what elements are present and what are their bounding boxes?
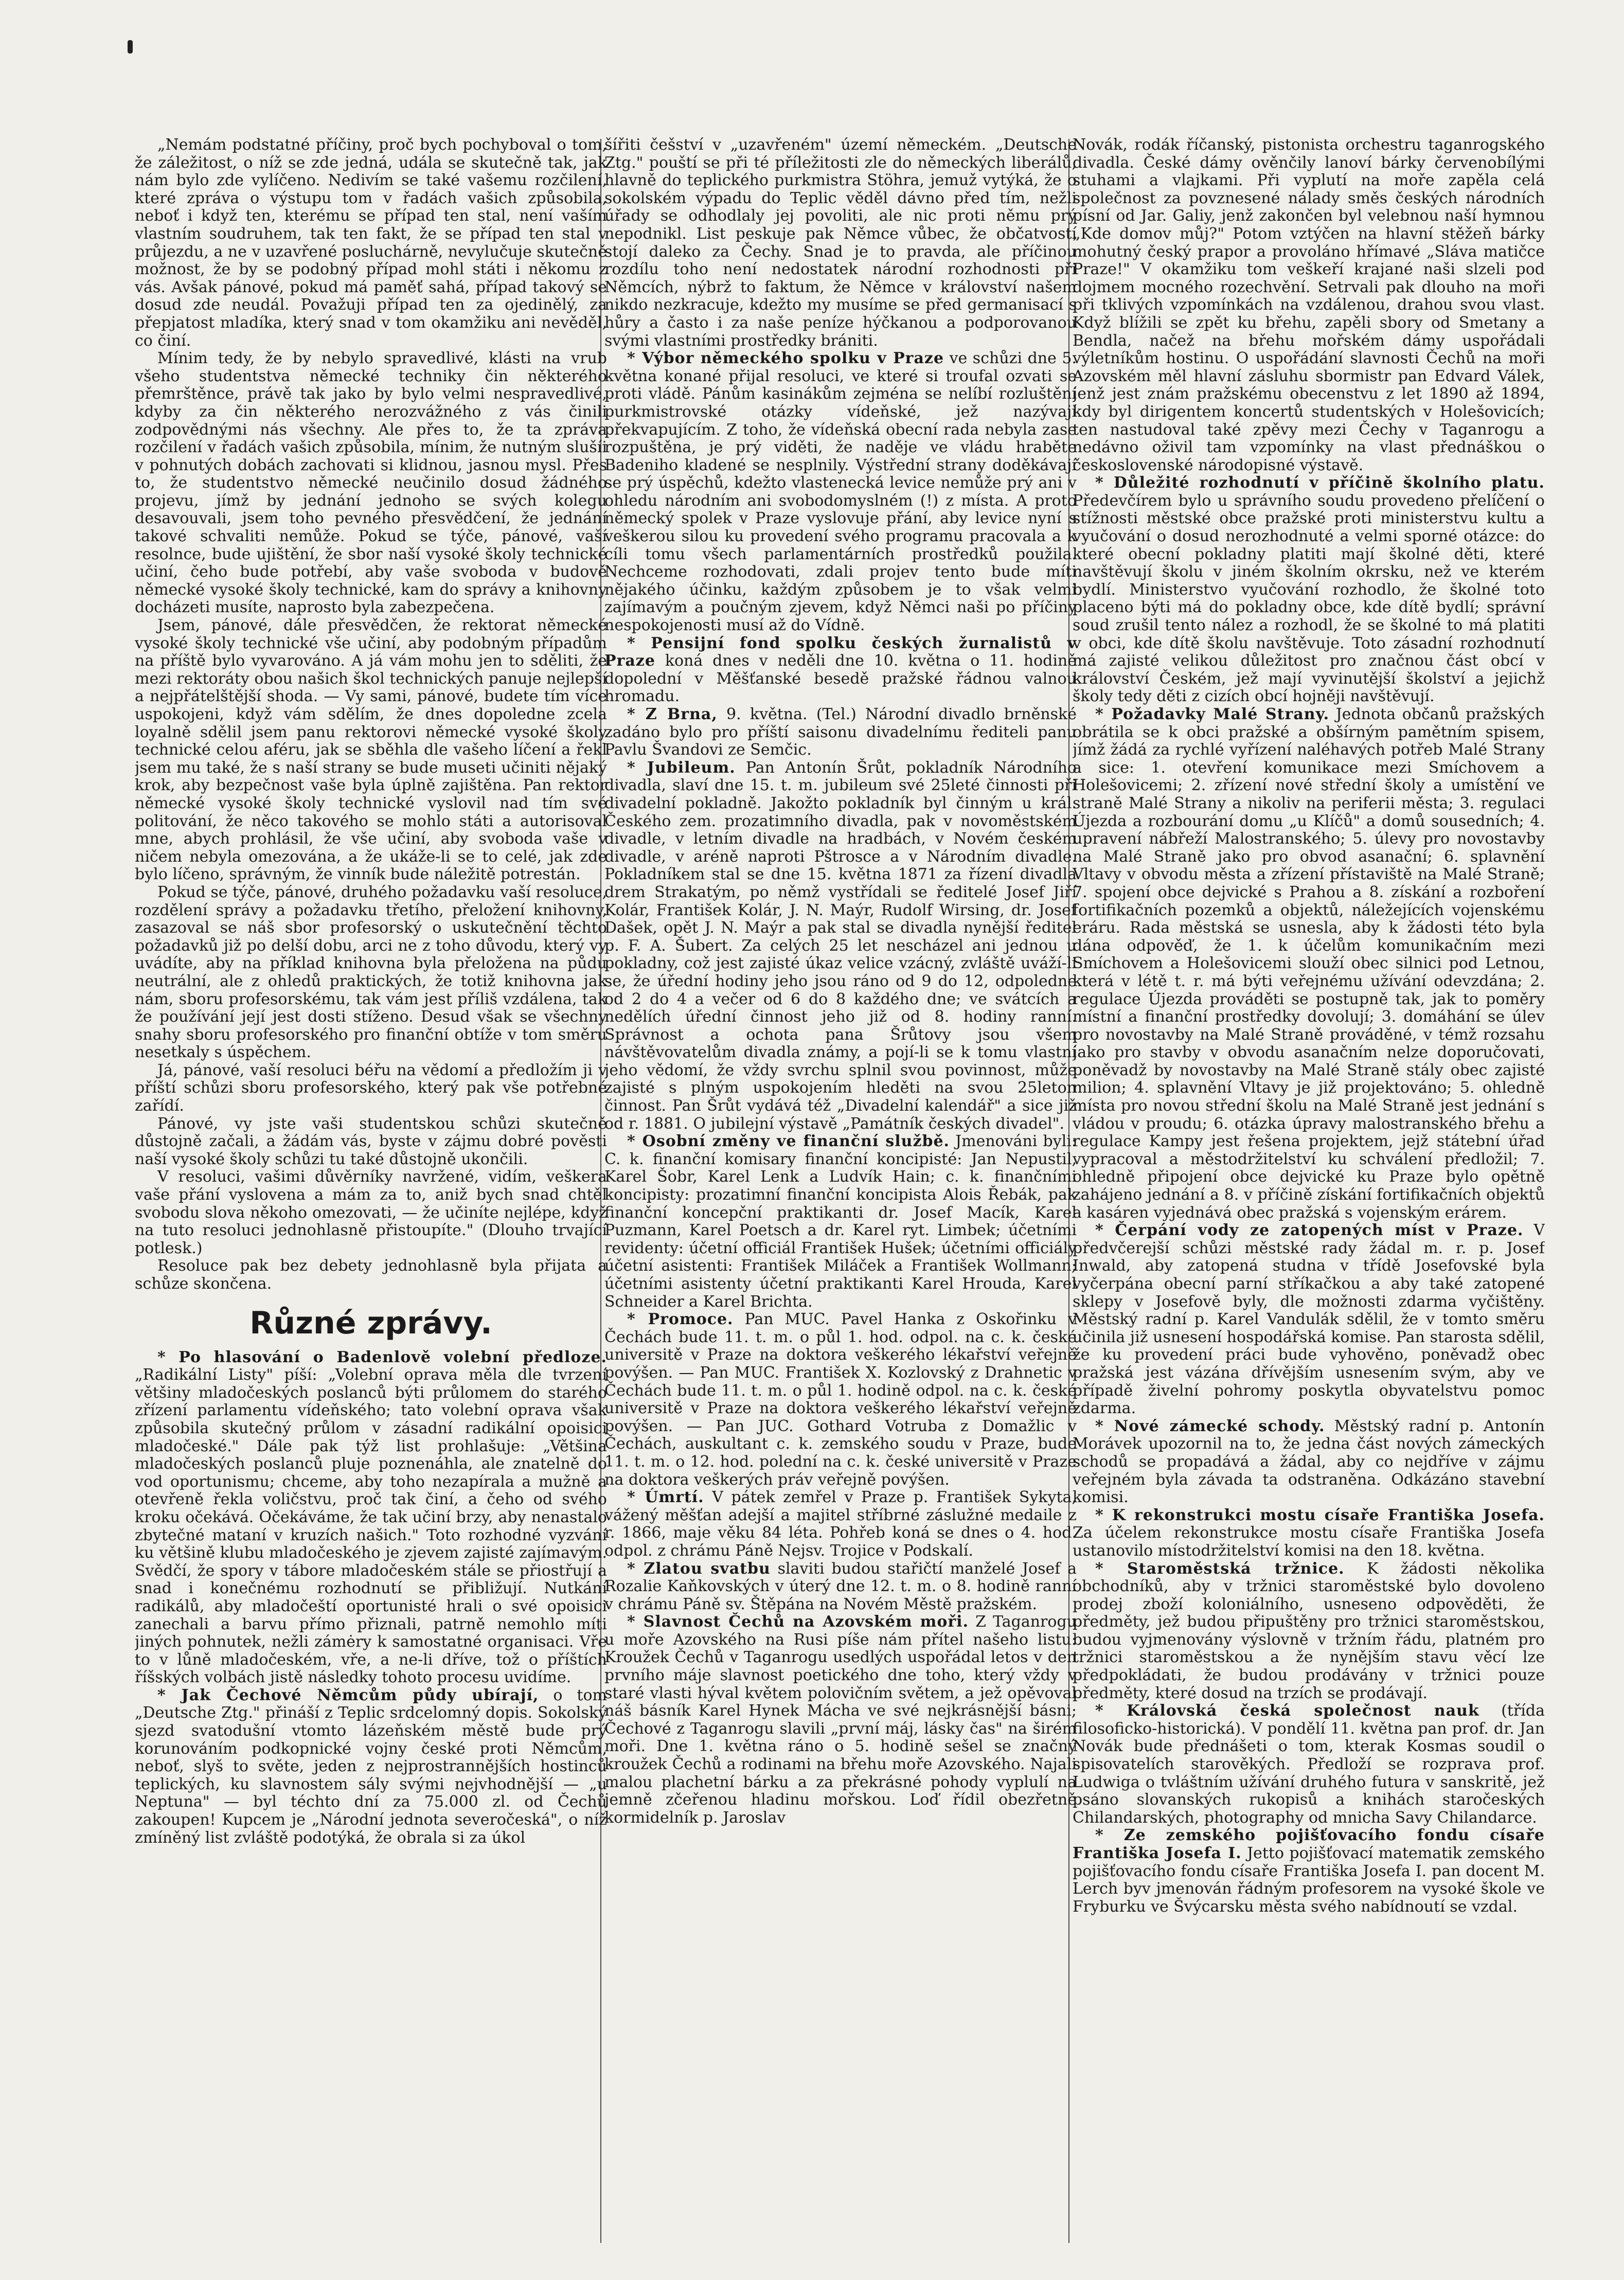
news-headline: * Jak Čechové Němcům půdy ubírají, — [157, 1686, 539, 1704]
news-headline: * Osobní změny ve finanční službě. — [627, 1132, 950, 1151]
news-body: Jmenováni byli: C. k. finanční komisary finanční koncipisté: Jan Nepustil, Karel Šobr, Karel Lenk a Ludvík Hain; c. k. finančními koncipisty: prozatimní finanční koncipista Alois Řebák, pak finanční koncepční praktikanti dr. Josef Macík, Karel Puzmann, Karel Poetsch a dr. Karel ryt. Limbek; účetními revidenty: účetní officiál František Hušek; účetními officiály účetní asistenti: František Miláček a František Wollmann; účetními asistenty účetní praktikanti Karel Hrouda, Karel Schneider a Karel Brichta. — [604, 1132, 1077, 1311]
news-body: ve schůzi dne 5. května konané přijal resoluci, ve které si troufal ozvati se proti vládě. Pánům kasinákům zejména se nelíbí rozluštění purkmistrovské otázky vídeňské, jež nazývají překvapujícím. Z toho, že vídeňská obecní rada nebyla zase rozpuštěna, je prý viděti, že naděje ve vládu hraběte Badeniho kladené se nesplnily. Výstřední strany doděkávají se prý úspěchů, kdežto vlastenecká levice nemůže prý ani v ohledu národním ani svobodomyslném (!) z místa. A proto německý spolek v Praze vyslovuje přání, aby levice nyní s veškerou silou ku provedení svého programu pracovala a k cíli tomu všech parlamentárních prostředků použila. Nechceme rozhodovati, zdali projev tento bude míti nějakého účinku, každým způsobem je to však velmi zajímavým a poučným zjevem, když Němci naši po příčiny nespokojenosti musí až do Vídně. — [604, 349, 1077, 635]
news-headline: * Staroměstská tržnice. — [1095, 1559, 1345, 1578]
news-headline: * Promoce. — [627, 1310, 734, 1329]
news-body: Městský radní p. Antonín Morávek upozornil na to, že jedna část nových zámeckých schodů se propadává a žádal, aby co nejdříve v zájmu veřejném byla závada ta odstraněna. Odkázáno stavební komisi. — [1073, 1417, 1545, 1507]
paragraph: „Nemám podstatné příčiny, proč bych pochyboval o tom, že záležitost, o níž se zde jedná, udála se skutečně tak, jak nám bylo zde vylíčeno. Nedivím se také vašemu rozčilení, které zpráva o výstupu tom v řadách vašich způsobila, neboť i když ten, kterému se případ ten stal, není vaším vlastním soudruhem, tak ten fakt, že se případ ten stal v průjezdu, a ne v uzavřené posluchárně, nevylučuje skutečně možnost, že by se podobný případ mohl státi i někomu z vás. Avšak pánové, pokud má paměť sahá, případ takový se dosud zde neudál. Považuji případ ten za ojedinělý, za přepjatost mladíka, který snad v tom okamžiku ani nevěděl, co činí. — [135, 136, 607, 350]
paragraph: šířiti češství v „uzavřeném" území německém. „Deutsche Ztg." pouští se při té příležitosti zle do německých liberálů, hlavně do teplického purkmistra Stöhra, jemuž vytýká, že o sokolském výpadu do Teplic věděl dávno před tím, nežli úřady se odhodlaly jej povoliti, ale nic proti němu prý nepodnikl. List peskuje pak Němce vůbec, že občatvostí stojí daleko za Čechy. Snad je to pravda, ale příčinou rozdílu toho není nedostatek národní rozhodnosti při Němcích, nýbrž to faktum, že Němce v království našem nikdo nezkracuje, kdežto my musíme se před germanisací s hůry a často i za naše peníze hýčkanou a podporovanou svými vlastními prostředky brániti. — [604, 136, 1077, 350]
news-item — [604, 1560, 1077, 1614]
news-headline: * Jubileum. — [627, 758, 736, 777]
news-item — [604, 1489, 1077, 1560]
news-item — [135, 1349, 607, 1687]
news-body: Jetto pojišťovací matematik zemského pojišťovacího fondu císaře Františka Josefa I. pan docent M. Lerch byv jmenován řádným profesorem na vysoké škole ve Fryburku ve Švýcarsku města svého nabídnoutí se vzdal. — [1073, 1844, 1545, 1916]
news-item — [604, 1311, 1077, 1489]
paragraph: Já, pánové, vaší resoluci béřu na vědomí a předložím ji v příští schůzi sboru profesorského, který pak vše potřebné zařídí. — [135, 1061, 607, 1115]
news-body: Jednota občanů pražských obrátila se k obci pražské a obšírným pamětním spisem, jímž žádá za rychlé vyřízení naléhavých potřeb Malé Strany a sice: 1. otevření komunikace mezi Smíchovem a Holešovicemi; 2. zřízení nové střední školy a umístění ve straně Malé Strany a nikoliv na periferii města; 3. regulaci Újezda a rozbourání domu „u Klíčů" a domů sousedních; 4. upravení nábřeží Malostranského; 5. úlevy pro novostavby na Malé Straně jako pro obvod asanační; 6. splavnění Vltavy v obvodu města a zřízení přístaviště na Malé Straně; 7. spojení obce dejvické s Prahou a 8. získání a rozboření fortifikačních pozemků a objektů, náležejících vojenskému eráru. Rada městská se usnesla, aby k žádosti této byla dána odpověď, že 1. k účelům komunikačním mezi Smíchovem a Holešovicemi slouží obec silnici pod Letnou, která v létě t. r. má býti veřejnému užívání odevzdána; 2. regulace Újezda prováděti se postupně tak, jak to poměry místní a finanční prostředky dovolují; 3. domáhání se úlev pro novostavby na Malé Straně prováděné, v témž rozsahu jako pro stavby v obvodu asanačním nelze doporučovati, poněvadž by novostavby na Malé Straně stály obec zajisté milion; 4. splavnění Vltavy je již projektováno; 5. ohledně místa pro novou střední školu na Malé Straně jest jednání s vládou v proudu; 6. otázka úpravy malostranského břehu a regulace Kampy jest řešena projektem, jejž státební úřad vypracoval a městodržitelství ku schválení předložil; 7. ohledně připojení obce dejvické ku Praze bylo opětně zahájeno jednání a 8. v příčině získání fortifikačních objektů a kasáren vyjednává obec pražská s vojenským erárem. — [1073, 705, 1545, 1222]
news-headline: * Čerpání vody ze zatopených míst v Praze. — [1095, 1221, 1524, 1240]
paragraph: Pánové, vy jste vaši studentskou schůzi skutečně důstojně začali, a žádám vás, byste v zájmu dobré pověsti naší vysoké školy schůzi tu také důstojně ukončili. — [135, 1114, 607, 1168]
news-item — [1073, 706, 1545, 1222]
news-headline: * Požadavky Malé Strany. — [1095, 705, 1330, 723]
news-item — [604, 706, 1077, 759]
news-body: Z Taganrogu u moře Azovského na Rusi píše nám přítel našeho listu: Kroužek Čechů v Taganrogu usedlých uspořádal letos v den prvního máje slavnost poetického dne toho, který vždy v staré vlasti hýval květem polovičním světem, a jež opěvoval náš básník Karel Hynek Mácha ve své nejkrásnější básni; Čechové z Taganrogu slavili „první máj, lásky čas" na širém moři. Dne 1. května ráno o 5. hodině sešel se značný kroužek Čechů a rodinami na břehu moře Azovského. Najali malou plachetní bárku a za překrásné pohody vyplulí na jemně zčeřenou hladinu mořskou. Loď řídil obezřetně kormidelník p. Jaroslav — [604, 1613, 1077, 1827]
news-body: koná dnes v neděli dne 10. května o 11. hodině dopolední v Měšťanské besedě pražské řádnou valnou hromadu. — [604, 652, 1077, 706]
news-body: V pátek zemřel v Praze p. František Sykyta, vážený měšťan adejší a majitel stříbrné záslužné medaile z r. 1866, maje věku 84 léta. Pohřeb koná se dnes o 4. hod. odpol. z chrámu Páně Nejsv. Trojice v Podskalí. — [604, 1488, 1077, 1560]
news-item — [1073, 1560, 1545, 1703]
news-headline: * Královská česká společnost nauk — [1095, 1702, 1479, 1720]
news-headline: * Nové zámecké schody. — [1095, 1417, 1325, 1435]
news-item — [1073, 474, 1545, 706]
news-item — [1073, 1507, 1545, 1560]
news-headline: * Slavnost Čechů na Azovském moři. — [627, 1613, 969, 1631]
news-item — [1073, 1418, 1545, 1507]
news-body: Za účelem rekonstrukce mostu císaře Františka Josefa ustanovilo místodržitelství komisi na den 18. května. — [1073, 1524, 1545, 1560]
ink-mark — [128, 40, 133, 54]
news-headline: * Úmrtí. — [627, 1488, 704, 1507]
news-body: V předvčerejší schůzi městské rady žádal m. r. p. Josef Inwald, aby zatopená studna v třídě Josefovské byla vyčerpána obecní parní stříkačkou a aby také zatopené sklepy v Josefově byly, dle možnosti zdarma vyčištěny. Městský radní p. Karel Vandulák sdělil, že v tomto směru učinila již usnesení hospodářská komise. Pan starosta sdělil, že ku provedení práci bude vyhověno, poněvadž obec pražská jest vázána dřívějším usnesením svým, aby ve případě živelní pohromy poskytla obyvatelstvu pomoc zdarma. — [1073, 1221, 1545, 1418]
news-headline: * Důležité rozhodnutí v příčině školního platu. — [1095, 474, 1545, 492]
paragraph: Novák, rodák říčanský, pistonista orchestru taganrogského divadla. České dámy ověnčily lanoví bárky červenobílými stuhami a vlajkami. Při vyplutí na moře zapěla celá společnost za povznesené nálady směs českých národních písní od Jar. Galiy, jenž zakončen byl velebnou naší hymnou „Kde domov můj?" Potom vztýčen na hlavní stěžeň bárky mohutný český prapor a provoláno hřímavé „Sláva matičce Praze!" V okamžiku tom veškeří krajané naši slzeli pod dojmem mocného rozechvění. Setrvali pak dlouho na moři při tklivých vzpomínkách na vzdálenou, drahou svou vlast. Když blížili se zpět ku břehu, zapěli sbory od Smetany a Bendla, načež na břehu mořském dámy uspořádali výletníkům hostinu. O uspořádání slavnosti Čechů na moři Azovském měl hlavní zásluhu sbormistr pan Edvard Válek, jenž jest znám pražskému obecenstvu z let 1890 až 1894, kdy byl dirigentem koncertů studentských v Holešovicích; ten nastudoval také zpěvy mezi Čechy v Taganrogu a nedávno oživil tam vzpomínky na vlast přednáškou o československé národopisné výstavě. — [1073, 136, 1545, 474]
news-body: Předevčírem bylo u správního soudu provedeno přelíčení o stížnosti městské obce pražské proti ministerstvu kultu a vyučování o dosud nerozhodnuté a velmi sporné otázce: do které obecní pokladny platiti mají školné děti, které navštěvují školu v jiném školním okrsku, než ve kterém bydlí. Ministerstvo vyučování rozhodlo, že školné toto placeno býti má do pokladny obce, kde dítě bydlí; správní soud zrušil tento nález a rozhodl, že se školné to má platiti v obci, kde dítě školu navštěvuje. Toto zásadní rozhodnutí má zajisté velikou důležitost pro značnou část obcí v království Českém, jež mají vyvinutější školství a jejichž školy tedy děti z cizích obcí hojněji navštěvují. — [1073, 491, 1545, 706]
news-headline: * Ze zemského pojišťovacího fondu císaře Františka Josefa I. — [1073, 1826, 1545, 1862]
news-headline: * Zlatou svatbu — [627, 1559, 771, 1578]
news-body: Pan Antonín Šrůt, pokladník Národního divadla, slaví dne 15. t. m. jubileum své 25leté činnosti při divadelní pokladně. Jakožto pokladník byl činným u král. Českého zem. prozatimního divadla, pak v novoměstském divadle, v letním divadle na hradbách, v Novém českém divadle, v aréně naproti Pštrosce a v Národním divadle. Pokladníkem stal se dne 15. května 1871 za řízení divadla drem Strakatým, po němž vystřídali se ředitelé Josef Jiří Kolár, František Kolár, J. N. Maýr, Rudolf Wirsing, dr. Josef Dašek, opět J. N. Maýr a pak stal se divadla nynější ředitel p. F. A. Šubert. Za celých 25 let nescházel ani jednou u pokladny, což jest zajisté úkaz velice vzácný, zvláště uváží-li se, že úřední hodiny jeho jsou ráno od 9 do 12, odpoledne od 2 do 4 a večer od 6 do 8 každého dne; ve svátcích a nedělích úřední činnost jeho již od 8. hodiny ranní. Správnost a ochota pana Šrůtovy jsou všem návštěvovatelům divadla známy, a pojí-li se k tomu vlastní jeho vědomí, že vždy svrchu splnil svou povinnost, může zajisté s plným uspokojením hleděti na svou 25leton činnost. Pan Šrůt vydává též „Divadelní kalendář" a sice již od r. 1881. O jubilejní výstavě „Památník českých divadel". — [604, 758, 1077, 1133]
news-body: Pan MUC. Pavel Hanka z Oskořinku v Čechách bude 11. t. m. o půl 1. hod. odpol. na c. k. české universitě v Praze na doktora veškerého lékařství veřejně povýšen. — Pan MUC. František X. Kozlovský z Drahnetic v Čechách bude 11. t. m. o půl 1. hodině odpol. na c. k. české universitě v Praze na doktora veškerého lékařství veřejně povýšen. — Pan JUC. Gothard Votruba z Domažlic v Čechách, auskultant c. k. zemského soudu v Praze, bude 11. t. m. o 12. hod. polední na c. k. české universitě v Praze na doktora veškerých práv veřejně povýšen. — [604, 1310, 1077, 1489]
paragraph: Resoluce pak bez debety jednohlasně byla přijata a schůze skončena. — [135, 1257, 607, 1293]
news-headline: * Výbor německého spolku v Praze — [627, 349, 944, 368]
paragraph: V resoluci, vašimi důvěrníky navržené, vidím, veškera vaše přání vyslovena a mám za to, aniž bych snad chtěl svobodu slova někoho omezovati, — že učiníte nejlépe, když na tuto resoluci jednohlasně přistoupíte." (Dlouho trvající potlesk.) — [135, 1168, 607, 1257]
news-item — [1073, 1827, 1545, 1916]
news-headline: * Z Brna, — [627, 705, 718, 723]
news-body: o tom „Deutsche Ztg." přináší z Teplic srdcelomný dopis. Sokolský sjezd svatodušní vtomto lázeňském městě bude prý korunováním podkopnické vojny české proti Němcům, neboť, slyš to světe, jeden z nejprostrannějších hostinců teplických, ku slavnostem sály svými nejvhodnější — „u Neptuna" — byl téchto dní za 75.000 zl. od Čechů zakoupen! Kupcem je „Národní jednota severočeská", o níž zmíněný list zvláště podotýká, že obrala si za úkol — [135, 1686, 607, 1847]
news-body: slaviti budou stařičtí manželé Josef a Rozalie Kaňkovských v úterý dne 12. t. m. o 8. hodině ranní v chrámu Páně sv. Štěpána na Novém Městě pražském. — [604, 1559, 1077, 1613]
paragraph: Pokud se týče, pánové, druhého požadavku vaší resoluce, rozdělení správy a požadavku třetího, přeložení knihovny, zasazoval se náš sbor profesorský o uskutečnění těchto požadavků již po delší dobu, arci ne z toho důvodu, který vy uvádíte, aby na příklad knihovna byla přeložena na půdu neutrální, ale z ohledů praktických, že totiž knihovna jak nám, sboru profesorskému, tak vám jest příliš vzdálena, tak že používání její jest dosti stíženo. Desud však se všechny snahy sboru profesorského pro finanční obtíže v tom směru nesetkaly s úspěchem. — [135, 883, 607, 1062]
news-item — [1073, 1222, 1545, 1418]
news-headline: * Pensijní fond spolku českých žurnalistů v Praze — [604, 634, 1077, 670]
news-headline: * Po hlasování o Badenlově volební předloze. — [157, 1348, 607, 1366]
paragraph: Jsem, pánové, dále přesvědčen, že rektorat německé vysoké školy technické vše učiní, aby podobným případům na příště bylo vyvarováno. A já vám mohu jen to sděliti, že mezi rektoráty obou našich škol technických panuje nejlepší a nejpřátelštější shoda. — Vy sami, pánové, budete tím více uspokojeni, když vám sdělím, že dnes dopoledne zcela loyalně sdělil jsem panu rektorovi německé vysoké školy technické celou aféru, jak se sběhla dle vašeho líčení a řekl jsem mu také, že s naší strany se bude museti učiniti nějaký krok, aby bezpečnost vaše byla úplně zajištěna. Pan rektor německé vysoké školy technické vyslovil nad tím své politování, že něco takového se mohlo státi a autorisoval mne, abych prohlásil, že vše učiní, aby svoboda vaše v ničem nebyla omezována, a že ukáže-li se to celé, jak zde bylo líčeno, správným, že vinník bude náležitě potrestán. — [135, 616, 607, 884]
news-item — [604, 1613, 1077, 1827]
news-item — [604, 1133, 1077, 1311]
column-3 — [1073, 136, 1545, 2251]
news-body: 9. května. (Tel.) Národní divadlo brněnské zadáno bylo pro příští saisonu divadelnímu řediteli panu Pavlu Švandovi ze Semčic. — [604, 705, 1077, 759]
news-item — [135, 1687, 607, 1847]
column-1 — [135, 136, 607, 2251]
paragraph: Mínim tedy, že by nebylo spravedlivé, klásti na vrub všeho studentstva německé techniky čin některého přemrštěnce, právě tak jako by bylo velmi nespravedlivé, kdyby za čin některého nerozvážného z vás činili zodpovědnými nás všechny. Ale přes to, že ta zpráva rozčilení v řadách vašich způsobila, mínim, že nutným slušíi v pohnutých dobách zachovati si klidnou, jasnou mysl. Přes to, že studentstvo německé neučinilo dosud žádného projevu, jímž by jednání jednoho se svých kolegu desavouvali, jsem toho pevného přesvědčení, že jednání takové schvaliti nemůže. Pokud se týče, pánové, vaší resolnce, bude ujištění, že sbor naší vysoké školy technické učiní, čeho bude potřebí, aby vaše svoboda v budově německé vysoké školy technické, kam do správy a knihovny docházeti musíte, naprosto byla zabezpečena. — [135, 349, 607, 617]
news-item — [604, 635, 1077, 706]
news-body: K žádosti několika obchodníků, aby v tržnici staroměstské bylo dovoleno prodej zboží koloniálního, usneseno odpověděti, že předměty, jež budou připuštěny pro tržnici staroměstskou, budou vyjmenovány výslovně v tržním řádu, platném pro tržnici staroměstskou a že nynějším stavu věcí lze předpokládati, že budou prodávány v tržnici pouze předměty, které dosud na trzích se prodávají. — [1073, 1559, 1545, 1702]
news-item — [604, 350, 1077, 635]
news-item — [1073, 1702, 1545, 1827]
news-item — [604, 759, 1077, 1133]
news-headline: * K rekonstrukci mostu císaře Františka Josefa. — [1095, 1506, 1545, 1524]
column-2 — [604, 136, 1077, 2251]
section-heading: Různé zprávy. — [249, 1305, 492, 1341]
news-body: „Radikální Listy" píší: „Volební oprava měla dle tvrzení většiny mladočeských poslanců býti průlomem do starého zřízení parlamentu vídeňského; tato volební oprava však způsobila skutečný průlom v zásadní radikální opoisici mladočeské." Dále pak týž list prohlašuje: „Většina mladočeských poslanců pluje poznenáhla, ale znatelně do vod oportunismu; chceme, aby toho nezapírala a mužně a otevřeně řekla voličstvu, proč tak činí, a čeho od svého kroku očekává. Očekáváme, že tak učiní brzy, aby nenastalo zbytečné mataní v kruzích našich." Toto rozhodné vyzvání ku většině klubu mladočeského je zjevem zajisté zajímavým. Svědčí, že spory v tábore mladočeském stále se přiostřují a snad i konečnému rozhodnutí se přibližují. Nutkání radikálů, aby mladočeští oportunisté hrali o své opoisici zanechali a barvu přímo přiznali, patrně nemohlo míti jiných pohnutek, nežli zámėry k samostatné organisaci. Vře to v lůně mladočeském, vře, a ne-li dříve, tož o příštích říšských volbách jistě následky tohoto procesu uvidíme. — [135, 1366, 607, 1687]
news-body: (třída filosoficko-historická). V pondělí 11. května pan prof. dr. Jan Novák bude přednášeti o tom, kterak Kosmas soudil o spisovatelích starověkých. Předloží se rozprava prof. Ludwiga o tvláštním užívání druhého futura v sanskritě, jež psáno slovanských rukopisů a knihách staročeských Chilandarských, photography od mnicha Savy Chilandarce. — [1073, 1702, 1545, 1827]
